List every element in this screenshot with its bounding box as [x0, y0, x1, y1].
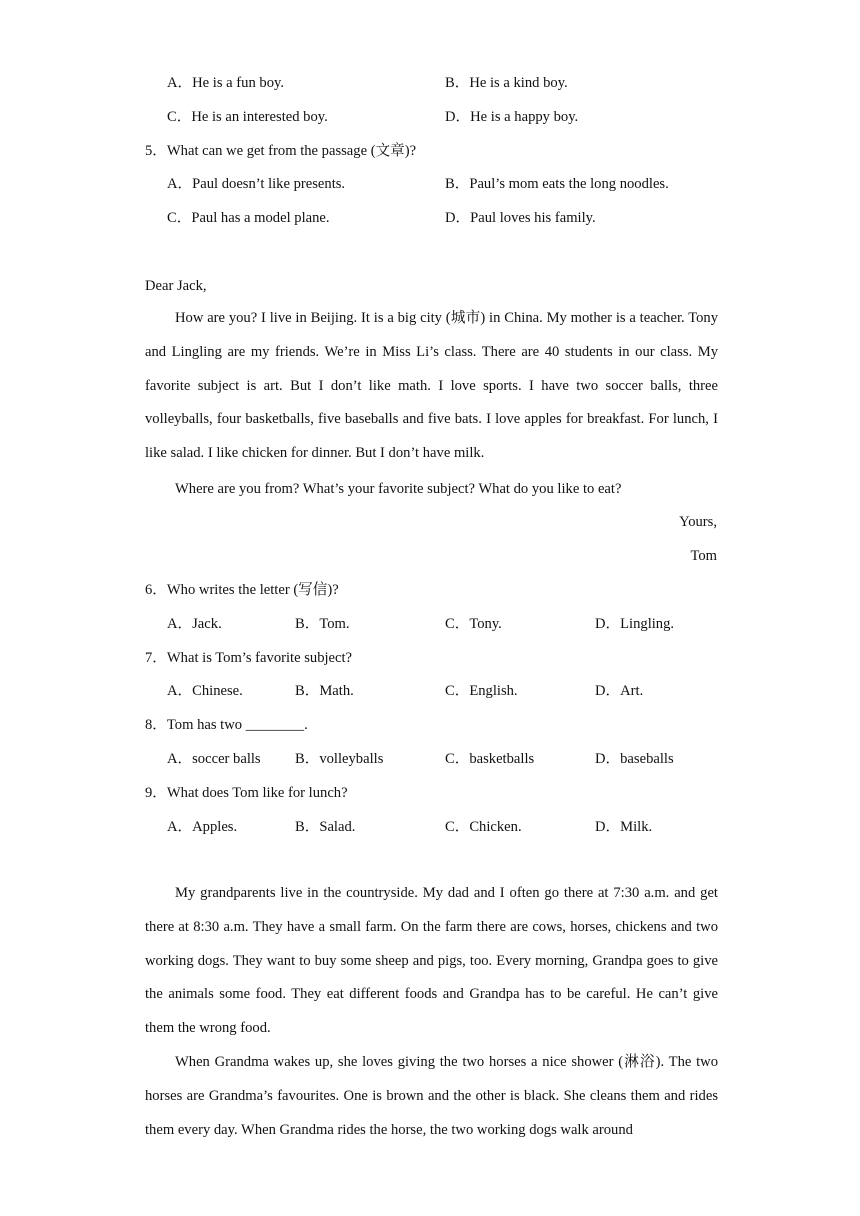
letter-questions: Where are you from? What’s your favorite subject? What do you like to eat?: [175, 481, 622, 497]
q8-option-c: C．basketballs: [445, 751, 535, 767]
q5-stem: 5．What can we get from the passage (文章)?: [145, 143, 417, 159]
q8-option-d: D．baseballs: [595, 751, 674, 767]
q5-option-b: B．Paul’s mom eats the long noodles.: [445, 176, 669, 192]
q7-option-d: D．Art.: [595, 683, 644, 699]
q5-option-d: D．Paul loves his family.: [445, 210, 596, 226]
letter-signature: Tom: [690, 548, 717, 564]
q7-option-c: C．English.: [445, 683, 518, 699]
q7-option-b: B．Math.: [295, 683, 354, 699]
q4-option-d: D．He is a happy boy.: [445, 109, 579, 125]
passage3-p1-text: My grandparents live in the countryside. My dad and I often go there at 7:30 a.m. and get there at 8:30 a.m. They have a small farm. On the farm there are cows, horses, chickens and two working dogs. They want to buy some sheep and pigs, too. Every morning, Grandpa goes to give the animals some food. They eat different foods and Grandpa has to be careful. He can’t give them the wrong food.: [145, 885, 718, 1037]
q6-option-b: B．Tom.: [295, 616, 350, 632]
q4-option-c: C．He is an interested boy.: [167, 109, 328, 125]
letter-body-text: How are you? I live in Beijing. It is a big city (城市) in China. My mother is a teacher. Tony and Lingling are my friends. We’re in Miss Li’s class. There are 40 students in our class. My favorite subject is art. But I don’t like math. I love sports. I have two soccer balls, three volleyballs, four basketballs, five baseballs and five bats. I love apples for breakfast. For lunch, I like salad. I like chicken for dinner. But I don’t have milk.: [145, 310, 718, 462]
q5-option-a: A．Paul doesn’t like presents.: [167, 176, 346, 192]
letter-body: [145, 302, 718, 471]
passage3-paragraph-2: [145, 1046, 718, 1147]
letter-closing: Yours,: [679, 514, 717, 530]
q8-stem: 8．Tom has two ________.: [145, 717, 308, 733]
q4-option-a: A．He is a fun boy.: [167, 75, 284, 91]
q8-option-b: B．volleyballs: [295, 751, 384, 767]
q9-option-c: C．Chicken.: [445, 819, 522, 835]
q6-stem: 6．Who writes the letter (写信)?: [145, 582, 339, 598]
q8-option-a: A．soccer balls: [167, 751, 261, 767]
q7-stem: 7．What is Tom’s favorite subject?: [145, 650, 353, 666]
q7-option-a: A．Chinese.: [167, 683, 243, 699]
q9-stem: 9．What does Tom like for lunch?: [145, 785, 348, 801]
q5-option-c: C．Paul has a model plane.: [167, 210, 330, 226]
q6-option-d: D．Lingling.: [595, 616, 675, 632]
passage3-p2-text: When Grandma wakes up, she loves giving the two horses a nice shower (淋浴). The two horses are Grandma’s favourites. One is brown and the other is black. She cleans them and rides them every day. When Grandma rides the horse, the two working dogs walk around: [145, 1054, 718, 1138]
q6-option-c: C．Tony.: [445, 616, 502, 632]
q6-option-a: A．Jack.: [167, 616, 222, 632]
q9-option-a: A．Apples.: [167, 819, 238, 835]
q9-option-d: D．Milk.: [595, 819, 653, 835]
q9-option-b: B．Salad.: [295, 819, 356, 835]
passage3-paragraph-1: [145, 877, 718, 1046]
letter-greeting: Dear Jack,: [145, 278, 207, 294]
q4-option-b: B．He is a kind boy.: [445, 75, 568, 91]
